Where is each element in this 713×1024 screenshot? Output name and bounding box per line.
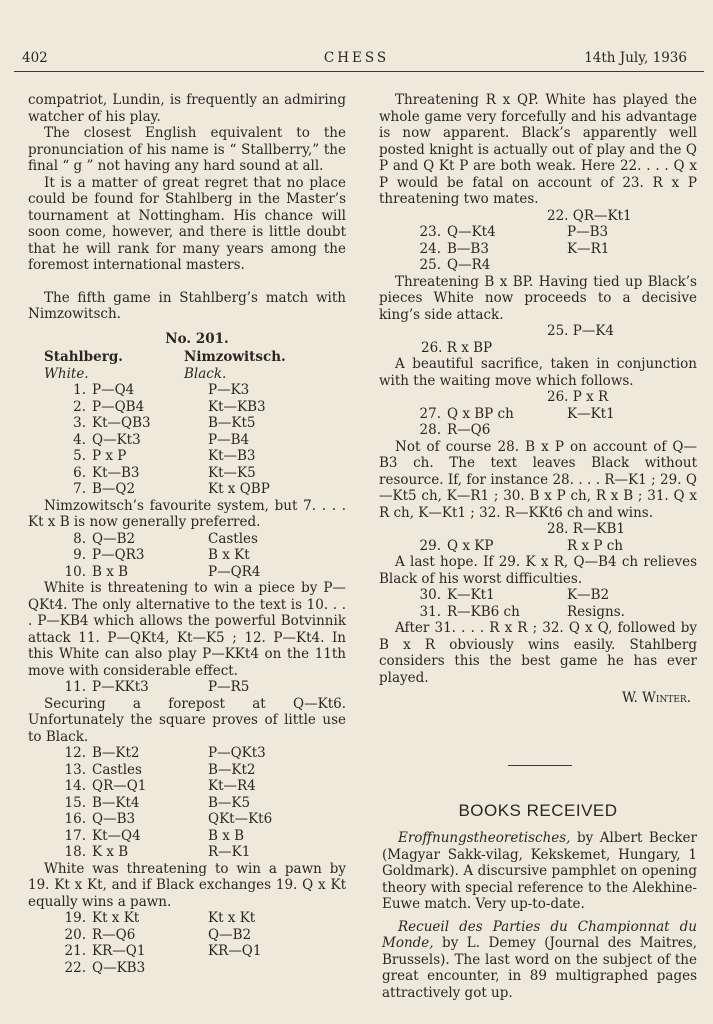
issue-date: 14th July, 1936 (584, 50, 687, 66)
move-row: 11. P—KKt3 P—R5 (64, 679, 250, 695)
right-column (379, 92, 697, 707)
paragraph: The closest English equivalent to the pronunciation of his name is “ Stallberry,” the final “ g ” not having any hard sound at all. (28, 125, 346, 174)
black-move: 26. P x R (547, 389, 609, 405)
move-row: 27. Q x BP ch K—Kt1 (419, 405, 615, 422)
move-row: 5. P x P Kt—B3 (73, 448, 256, 464)
annotation: White is threatening to win a piece by P—QKt4. The only alternative to the text is 10. . . . P—KB4 which allows the powerful Botvinnik attack 11. P—QKt4, Kt—K5 ; 12. P—Kt4. In this White can also play P—KKt4 on the 11th move with considerable effect. (28, 580, 346, 679)
move-row: 23. Q—Kt4 P—B3 (419, 224, 609, 240)
move-row: 19. Kt x Kt Kt x Kt (64, 910, 256, 926)
moves-block (28, 382, 346, 498)
moves-block (28, 679, 346, 696)
move-row: 4. Q—Kt3 P—B4 (73, 431, 250, 448)
page-number: 402 (22, 50, 48, 66)
books-heading: BOOKS RECEIVED (458, 801, 618, 820)
moves-block (379, 224, 697, 274)
books-list (382, 830, 697, 1007)
page-header (0, 50, 713, 72)
black-move: 28. R—KB1 (547, 521, 626, 537)
move-row: 24. B—B3 K—R1 (419, 240, 610, 257)
move-row: 12. B—Kt2 P—QKt3 (64, 745, 266, 761)
annotation: Nimzowitsch’s favourite system, but 7. . . . Kt x B is now generally preferred. (28, 497, 346, 530)
move-row: 17. Kt—Q4 B x B (64, 827, 245, 844)
move-row: 13. Castles B—Kt2 (64, 761, 256, 778)
left-column (28, 92, 346, 976)
header-rule (14, 71, 704, 72)
white-label: White. (44, 365, 89, 382)
annotation: Threatening R x QP. White has played the whole game very forcefully and his advantage is now apparent. Black’s apparently well posted knight is actually out of play and the Q P and Q Kt P are both weak. Here 22. . . . Q x P would be fatal on account of 23. R x P threatening two mates. (379, 92, 697, 207)
move-row: 10. B x B P—QR4 (64, 563, 261, 580)
book-entry (382, 919, 697, 1002)
game-number: No. 201. (165, 330, 229, 347)
annotation: A beautiful sacrifice, taken in conjunction with the waiting move which follows. (379, 356, 697, 389)
paragraph: compatriot, Lundin, is frequently an admiring watcher of his play. (28, 92, 346, 125)
book-entry (382, 830, 697, 913)
magazine-title: CHESS (323, 50, 390, 66)
move-row: 6. Kt—B3 Kt—K5 (73, 464, 256, 481)
white-player: Stahlberg. (44, 349, 123, 365)
black-move: 22. QR—Kt1 (547, 207, 632, 224)
move-row: 28. R—Q6 (419, 422, 491, 438)
book-title: Eroffnungstheoretisches, (398, 830, 571, 846)
move-row: 16. Q—B3 QKt—Kt6 (64, 811, 273, 827)
move-row: 15. B—Kt4 B—K5 (64, 794, 251, 811)
annotation: Securing a forepost at Q—Kt6. Unfortunately the square proves of little use to Black. (28, 695, 346, 745)
move-row: 21. KR—Q1 KR—Q1 (64, 943, 262, 959)
move-row: 7. B—Q2 Kt x QBP (73, 481, 270, 497)
black-label: Black. (184, 365, 227, 382)
move-row: 9. P—QR3 B x Kt (73, 547, 250, 563)
section-divider (508, 765, 572, 766)
move-row: 8. Q—B2 Castles (73, 530, 258, 547)
annotation: White was threatening to win a pawn by 19. Kt x Kt, and if Black exchanges 19. Q x Kt equally wins a pawn. (28, 860, 346, 910)
moves-block (28, 745, 346, 861)
move-row: 14. QR—Q1 Kt—R4 (64, 778, 256, 794)
moves-block (379, 587, 697, 620)
move-row: 25. Q—R4 (419, 257, 491, 273)
moves-block (379, 538, 697, 555)
move-row: 31. R—KB6 ch Resigns. (419, 603, 625, 620)
black-move: 25. P—K4 (547, 323, 615, 339)
move-row: 30. K—Kt1 K—B2 (419, 587, 610, 603)
move-row: 3. Kt—QB3 B—Kt5 (73, 415, 256, 431)
book-title: Recueil des Parties du Championnat du Monde, (382, 918, 697, 951)
annotation: A last hope. If 29. K x R, Q—B4 ch relieves Black of his worst difficulties. (379, 554, 697, 587)
book-description: by Albert Becker (Magyar Sakk-vilag, Kekskemet, Hungary, 1 Goldmark). A discursive pamphlet on opening theory with special reference to the Alekhine-Euwe match. Very up-to-date. (382, 830, 697, 912)
moves-block (379, 406, 697, 439)
paragraph: It is a matter of great regret that no place could be found for Stahlberg in the Master’s tournament at Nottingham. His chance will soon come, however, and there is little doubt that he will rank for many years among the foremost international masters. (28, 174, 346, 273)
move-row: 18. K x B R—K1 (64, 844, 251, 860)
move-row: 22. Q—KB3 (64, 959, 146, 976)
move-row: 2. P—QB4 Kt—KB3 (73, 398, 266, 415)
move-row: 29. Q x KP R x P ch (419, 537, 623, 554)
annotation: Threatening B x BP. Having tied up Black’s pieces White now proceeds to a decisive king’s side attack. (379, 273, 697, 323)
paragraph: The fifth game in Stahlberg’s match with Nimzowitsch. (28, 289, 346, 322)
book-description: by L. Demey (Journal des Maitres, Brussels). The last word on the subject of the great encounter, in 89 multigraphed pages attractively got up. (382, 935, 697, 1001)
annotation: Not of course 28. B x P on account of Q—B3 ch. The text leaves Black without resource. If, for instance 28. . . . R—K1 ; 29. Q—Kt5 ch, K—R1 ; 30. B x P ch, R x B ; 31. Q x R ch, K—Kt1 ; 32. R—KKt6 ch and wins. (379, 438, 697, 521)
move-row: 1. P—Q4 P—K3 (73, 382, 250, 398)
moves-block (28, 910, 346, 976)
author-signature: W. Winter. (621, 690, 691, 706)
move-row: 20. R—Q6 Q—B2 (64, 926, 252, 943)
moves-block (28, 531, 346, 581)
white-move: 26. R x BP (421, 339, 493, 356)
black-player: Nimzowitsch. (184, 349, 286, 365)
colors (28, 366, 346, 383)
players (28, 349, 346, 366)
annotation: After 31. . . . R x R ; 32. Q x Q, followed by B x R obviously wins easily. Stahlberg considers this the best game he has ever played. (379, 620, 697, 686)
